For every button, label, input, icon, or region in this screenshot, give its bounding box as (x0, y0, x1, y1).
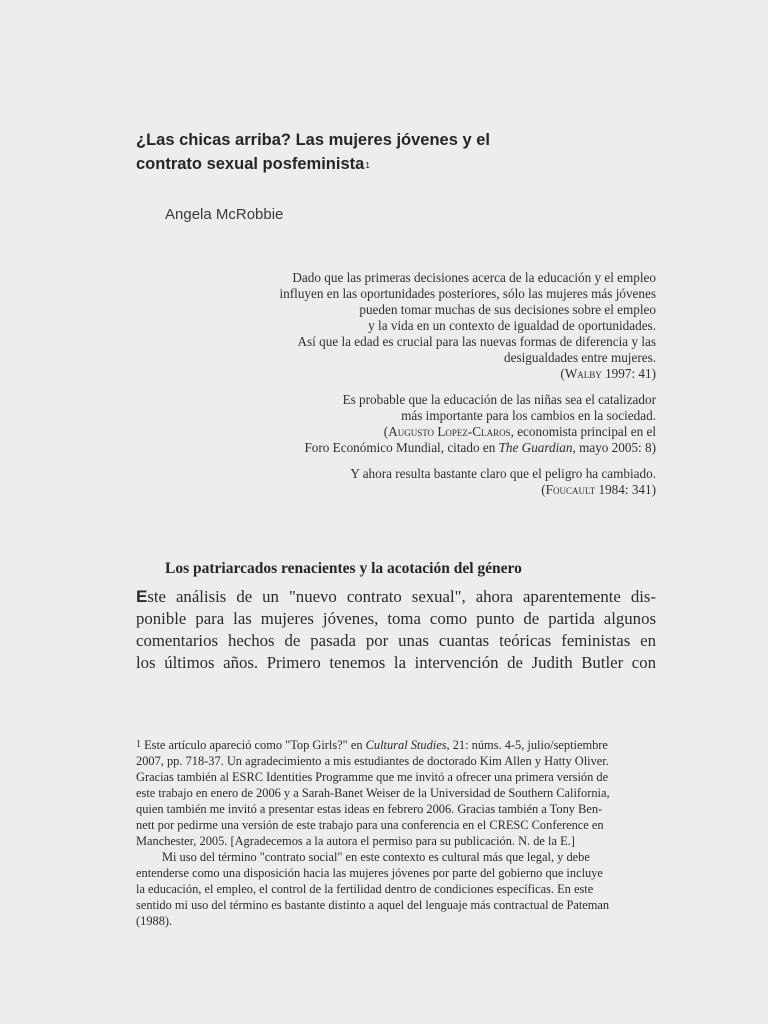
title-footnote-mark[interactable]: 1 (365, 161, 370, 170)
epigraph-line: Dado que las primeras decisiones acerca de la educación y el empleo (292, 270, 656, 285)
epigraph-line: Es probable que la educación de las niñas sea el catalizador (342, 392, 656, 407)
body-line: ponible para las mujeres jóvenes, toma como punto de partida algunos (136, 609, 656, 628)
footnote-line: nett por pedirme una versión de este trabajo para una conferencia en el CRESC Conference en (136, 818, 604, 832)
epigraph-source: (Augusto Lopez-Claros, economista principal en el (383, 424, 656, 439)
footnote (136, 737, 656, 929)
body-line: comentarios hechos de pasada por unas cuantas teóricas feministas en (136, 631, 656, 650)
body-paragraph (136, 586, 656, 674)
epigraph-line: Y ahora resulta bastante claro que el peligro ha cambiado. (350, 466, 656, 481)
epigraph-line: influyen en las oportunidades posteriores, sólo las mujeres más jóvenes (279, 286, 656, 301)
epigraph-walby (216, 270, 656, 382)
epigraph-source: (Foucault 1984: 341) (541, 482, 656, 497)
body-line: Este análisis de un "nuevo contrato sexual", ahora aparentemente dis- (136, 587, 656, 606)
epigraph-source: Foro Económico Mundial, citado en The Guardian, mayo 2005: 8) (304, 440, 656, 455)
footnote-line: quien también me invitó a presentar estas ideas en febrero 2006. Gracias también a Tony Ben- (136, 802, 603, 816)
epigraph-lopez-claros (216, 392, 656, 456)
title-line-1: ¿Las chicas arriba? Las mujeres jóvenes y el (136, 131, 491, 149)
footnote-mark: 1 (136, 739, 141, 750)
epigraph-line: Así que la edad es crucial para las nuevas formas de diferencia y las (297, 334, 656, 349)
footnote-line: 2007, pp. 718-37. Un agradecimiento a mis estudiantes de doctorado Kim Allen y Hatty Oliver. (136, 754, 609, 768)
epigraph-line: desigualdades entre mujeres. (504, 350, 656, 365)
epigraph-line: pueden tomar muchas de sus decisiones sobre el empleo (359, 302, 656, 317)
footnote-line: Gracias también al ESRC Identities Programme que me invitó a ofrecer una primera versión de (136, 770, 609, 784)
footnote-line: (1988). (136, 914, 173, 928)
drop-cap: E (136, 587, 148, 606)
body-line: los últimos años. Primero tenemos la intervención de Judith Butler con (136, 653, 656, 672)
title-line-2: contrato sexual posfeminista (136, 155, 365, 173)
footnote-line: sentido mi uso del término es bastante distinto a aquel del lenguaje más contractual de Pateman (136, 898, 610, 912)
footnote-line: $^1$ Este artículo apareció como "Top Girls?" en Cultural Studies, 21: núms. 4-5, julio/septiembre (136, 738, 608, 752)
epigraph-line: y la vida en un contexto de igualdad de oportunidades. (368, 318, 656, 333)
epigraph-source: (Walby 1997: 41) (560, 366, 656, 381)
section-heading: Los patriarcados renacientes y la acotación del género (165, 560, 522, 577)
footnote-line: este trabajo en enero de 2006 y a Sarah-Banet Weiser de la Universidad de Southern California, (136, 786, 610, 800)
footnote-line: Manchester, 2005. [Agradecemos a la autora el permiso para su publicación. N. de la E.] (136, 834, 575, 848)
article-title (136, 128, 556, 176)
author-name: Angela McRobbie (165, 206, 284, 223)
epigraphs (216, 270, 656, 498)
epigraph-foucault (216, 466, 656, 498)
epigraph-line: más importante para los cambios en la sociedad. (401, 408, 656, 423)
footnote-line: la educación, el empleo, el control de la fertilidad dentro de condiciones específicas. En este (136, 882, 594, 896)
footnote-line: Mi uso del término "contrato social" en este contexto es cultural más que legal, y debe (162, 850, 590, 864)
footnote-line: entenderse como una disposición hacia las mujeres jóvenes por parte del gobierno que incluye (136, 866, 603, 880)
